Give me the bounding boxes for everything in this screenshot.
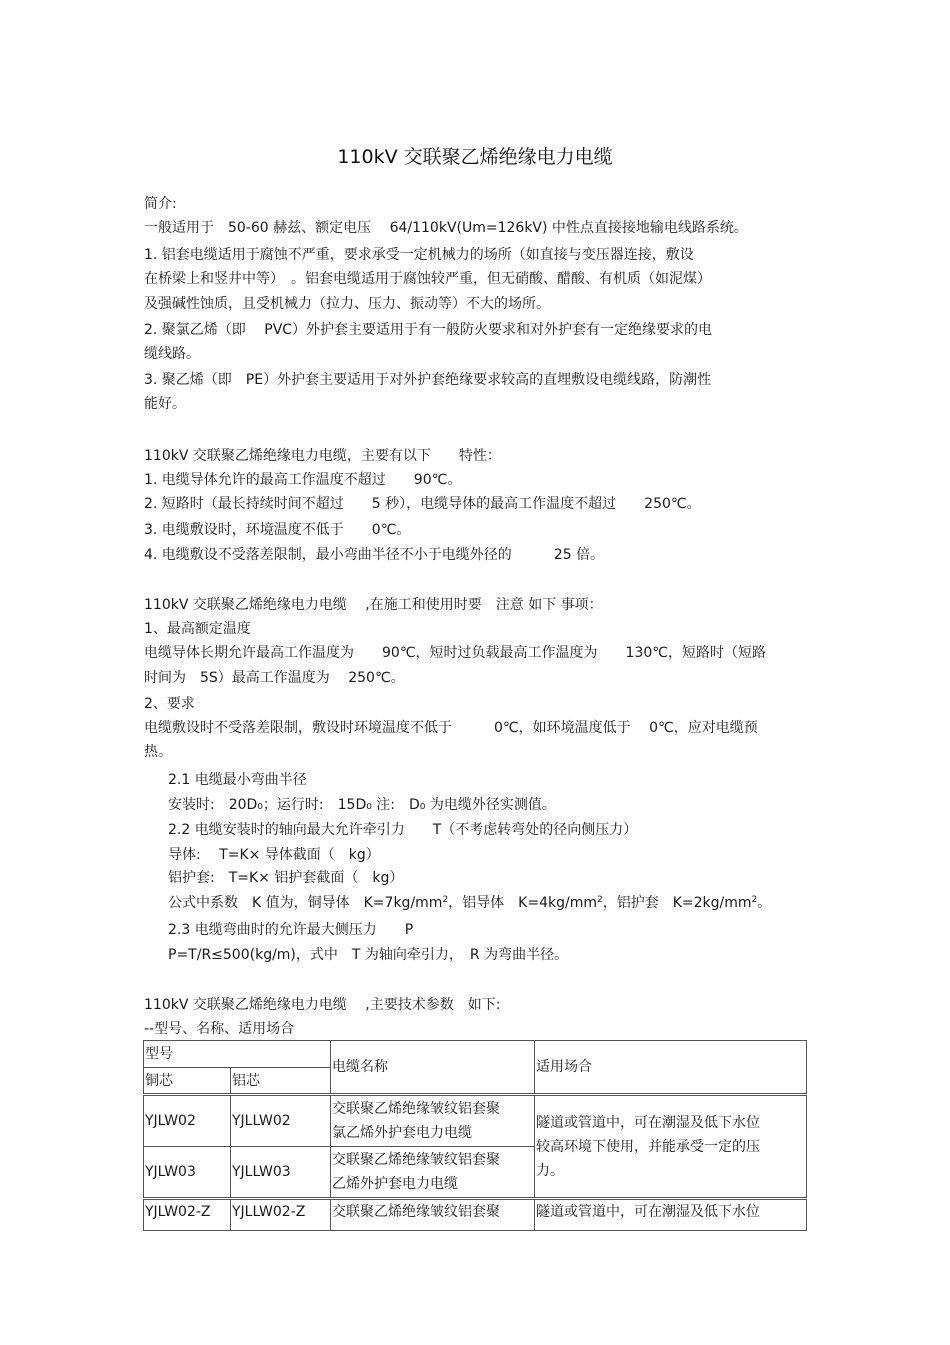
subsection-text: 铝护套: T=K× 铝护套截面（ kg）	[168, 870, 404, 886]
feature-item: 2. 短路时（最长持续时间不超过 5 秒），电缆导体的最高工作温度不超过 250℃。	[144, 496, 701, 512]
cable-model-table	[143, 1040, 807, 1231]
copper-model-cell: YJLW03	[144, 1147, 231, 1199]
section-title: 1、最高额定温度	[144, 621, 251, 637]
header-model: 型号	[144, 1041, 331, 1068]
subsection-title: 2.2 电缆安装时的轴向最大允许牵引力 T（不考虑转弯处的径向侧压力）	[168, 822, 638, 838]
section-title: 2、要求	[144, 696, 195, 712]
table-row	[144, 1199, 807, 1231]
header-use: 适用场合	[535, 1041, 807, 1095]
intro-line: 及强碱性蚀质，且受机械力（拉力、压力、振动等）不大的场所。	[144, 296, 550, 312]
cable-name-cell: 交联聚乙烯绝缘皱纹铝套聚	[331, 1199, 535, 1231]
intro-line: 缆线路。	[144, 346, 200, 362]
section-text: 时间为 5S）最高工作温度为 250℃。	[144, 670, 405, 686]
feature-item: 1. 电缆导体允许的最高工作温度不超过 90℃。	[144, 472, 462, 488]
intro-line: 1. 铝套电缆适用于腐蚀不严重，要求承受一定机械力的场所（如直接与变压器连接，敷设	[144, 247, 694, 263]
header-copper: 铜芯	[144, 1068, 231, 1095]
section-text: 电缆敷设时不受落差限制，敷设时环境温度不低于 0℃，如环境温度低于 0℃，应对电缆预	[144, 720, 758, 736]
subsection-title: 2.3 电缆弯曲时的允许最大侧压力 P	[168, 922, 414, 938]
document-title: 110kV 交联聚乙烯绝缘电力电缆	[337, 146, 613, 168]
params-heading: 110kV 交联聚乙烯绝缘电力电缆 ,主要技术参数 如下:	[144, 997, 501, 1013]
intro-line: 能好。	[144, 396, 186, 412]
header-aluminum: 铝芯	[231, 1068, 331, 1095]
coefficient-line: 公式中系数 K 值为，铜导体 $K=7kg/mm^2$，铝导体 $K=4kg/mm^2$，铝护套 $K=2kg/mm^2$。	[168, 895, 772, 911]
feature-item: 4. 电缆敷设不受落差限制，最小弯曲半径不小于电缆外径的 25 倍。	[144, 547, 605, 563]
intro-line: 3. 聚乙烯（即 PE）外护套主要适用于对外护套绝缘要求较高的直埋敷设电缆线路，防潮性	[144, 372, 712, 388]
section-text: 电缆导体长期允许最高工作温度为 90℃，短时过负载最高工作温度为 130℃，短路时（短路	[144, 645, 766, 661]
table-row	[144, 1095, 807, 1147]
header-name: 电缆名称	[331, 1041, 535, 1095]
subsection-title: 2.1 电缆最小弯曲半径	[168, 772, 307, 788]
intro-line: 在桥梁上和竖井中等） 。铝套电缆适用于腐蚀较严重，但无硝酸、醋酸、有机质（如泥煤）	[144, 271, 711, 287]
cable-name-cell: 交联聚乙烯绝缘皱纹铝套聚 氯乙烯外护套电力电缆	[331, 1095, 535, 1147]
feature-item: 3. 电缆敷设时，环境温度不低于 0℃。	[144, 522, 411, 538]
intro-heading: 简介:	[144, 196, 177, 212]
cable-name-cell: 交联聚乙烯绝缘皱纹铝套聚 乙烯外护套电力电缆	[331, 1147, 535, 1199]
use-case-cell: 隧道或管道中，可在潮湿及低下水位 较高环境下使用，并能承受一定的压 力。	[535, 1095, 807, 1199]
intro-line: 2. 聚氯乙烯（即 PVC）外护套主要适用于有一般防火要求和对外护套有一定绝缘要求的电	[144, 322, 713, 338]
use-case-cell: 隧道或管道中，可在潮湿及低下水位	[535, 1199, 807, 1231]
section-text: 热。	[144, 744, 172, 760]
subsection-text: P=T/R≤500(kg/m)，式中 T 为轴向牵引力， R 为弯曲半径。	[168, 947, 569, 963]
copper-model-cell: YJLW02-Z	[144, 1199, 231, 1231]
intro-line: 一般适用于 50-60 赫兹、额定电压 64/110kV(Um=126kV) 中性点直接接地输电线路系统。	[144, 220, 748, 236]
features-heading: 110kV 交联聚乙烯绝缘电力电缆，主要有以下 特性：	[144, 448, 501, 464]
copper-model-cell: YJLW02	[144, 1095, 231, 1147]
aluminum-model-cell: YJLLW03	[231, 1147, 331, 1199]
aluminum-model-cell: YJLLW02	[231, 1095, 331, 1147]
aluminum-model-cell: YJLLW02-Z	[231, 1199, 331, 1231]
params-subheading: --型号、名称、适用场合	[144, 1021, 295, 1037]
subsection-text: 安装时: 20D₀；运行时: 15D₀ 注: D₀ 为电缆外径实测值。	[168, 797, 556, 813]
subsection-text: 导体: T=K× 导体截面（ kg）	[168, 847, 380, 863]
notes-heading: 110kV 交联聚乙烯绝缘电力电缆 ,在施工和使用时要 注意 如下 事项：	[144, 597, 603, 613]
